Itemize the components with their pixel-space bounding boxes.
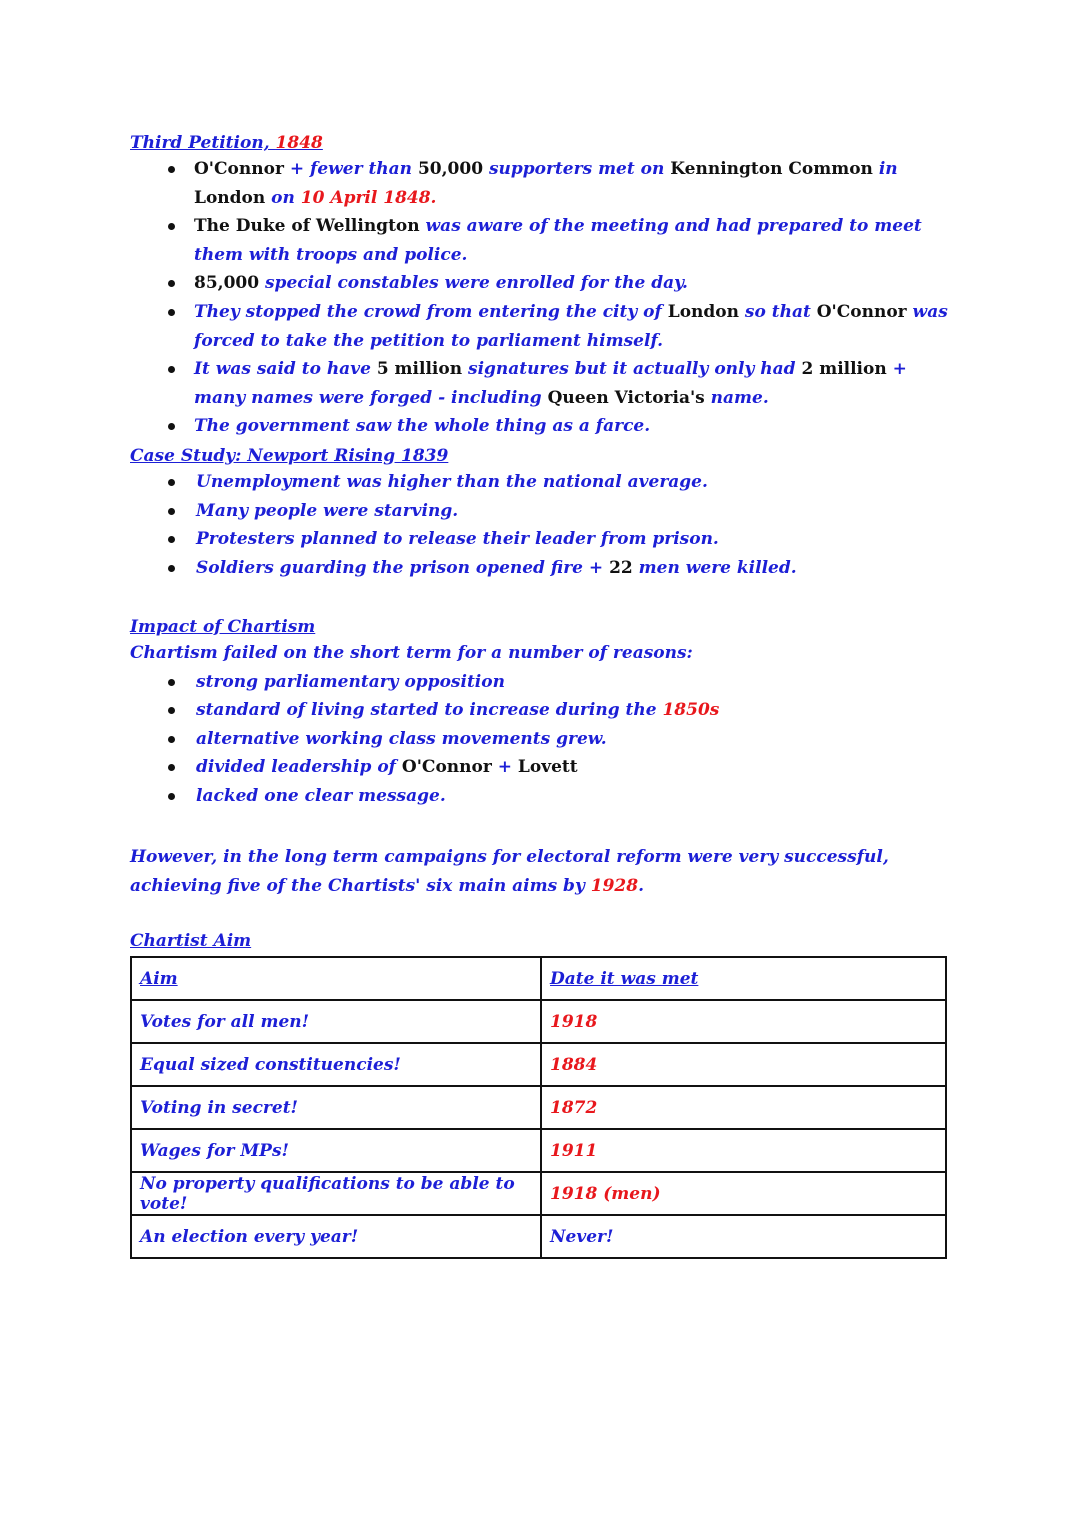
- table-row: [131, 1215, 946, 1258]
- text-run: Lovett: [517, 757, 578, 778]
- text-run: London: [194, 187, 266, 208]
- text-run: 50,000: [417, 159, 484, 179]
- text-run: Queen Victoria's: [547, 387, 705, 408]
- list-item: [130, 497, 960, 526]
- text-run: men were killed.: [632, 557, 797, 578]
- bullet-icon: [168, 479, 175, 486]
- newport-heading: Case Study: Newport Rising 1839: [130, 446, 449, 466]
- text-run: 5 million: [376, 359, 463, 380]
- bullet-icon: [168, 565, 175, 572]
- date-cell: Never!: [541, 1215, 946, 1258]
- bullet-icon: [168, 793, 175, 800]
- chartist-aim-table: [130, 956, 947, 1259]
- chartist-aim-section: [130, 929, 960, 953]
- bullet-icon: [168, 223, 175, 230]
- table-row: [131, 1172, 946, 1215]
- text-run: 22: [609, 557, 633, 578]
- list-item: [130, 753, 960, 782]
- impact-list: [130, 668, 960, 811]
- table-header-row: [131, 957, 946, 1000]
- conclusion-paragraph: However, in the long term campaigns for electoral reform were very successful, achieving five of the Chartists' six main aims by 1928.: [130, 847, 889, 896]
- text-run: 85,000: [194, 273, 260, 294]
- text-run: The Duke of Wellington: [194, 216, 420, 237]
- text-run: Many people were starving.: [196, 500, 459, 521]
- list-item: [130, 269, 960, 298]
- text-run: was forced to take the petition to parliament himself.: [194, 301, 948, 351]
- text-run: O'Connor: [816, 301, 907, 322]
- text-run: The government saw the whole thing as a farce.: [194, 416, 651, 437]
- text-run: 10 April 1848.: [300, 187, 437, 208]
- text-run: +: [491, 757, 518, 778]
- third-petition-list: [130, 155, 960, 441]
- date-cell: 1918 (men): [541, 1172, 946, 1215]
- aim-cell: Voting in secret!: [131, 1086, 541, 1129]
- text-run: +: [886, 359, 907, 380]
- impact-heading: Impact of Chartism: [130, 617, 316, 637]
- date-cell: 1918: [541, 1000, 946, 1043]
- text-run: divided leadership of: [196, 757, 402, 778]
- text-run: so that: [738, 301, 817, 322]
- third-petition-heading: Third Petition, 1848: [130, 133, 323, 153]
- list-item: [130, 412, 960, 441]
- text-run: 2 million: [801, 359, 887, 380]
- aim-cell: Equal sized constituencies!: [131, 1043, 541, 1086]
- text-run: lacked one clear message.: [196, 785, 446, 806]
- bullet-icon: [168, 508, 175, 515]
- list-item: [130, 668, 960, 697]
- bullet-icon: [168, 166, 175, 173]
- third-petition-section: [130, 131, 960, 441]
- list-item: [130, 355, 960, 412]
- date-cell: 1872: [541, 1086, 946, 1129]
- list-item: [130, 155, 960, 212]
- impact-intro: Chartism failed on the short term for a number of reasons:: [130, 643, 693, 663]
- text-run: standard of living started to increase during the: [196, 700, 663, 721]
- text-run: strong parliamentary opposition: [196, 671, 505, 692]
- column-header-aim: Aim: [131, 957, 541, 1000]
- column-header-date: Date it was met: [541, 957, 946, 1000]
- aim-cell: An election every year!: [131, 1215, 541, 1258]
- text-run: They stopped the crowd from entering the city of: [194, 301, 668, 322]
- bullet-icon: [168, 366, 175, 373]
- text-run: was aware of the meeting and had prepared to meet them with troops and police.: [194, 216, 922, 265]
- text-run: special constables were enrolled for the day.: [259, 273, 688, 294]
- list-item: [130, 468, 960, 497]
- bullet-icon: [168, 707, 175, 714]
- text-run: London: [667, 301, 739, 322]
- list-item: [130, 696, 960, 725]
- bullet-icon: [168, 679, 175, 686]
- chartist-aim-heading: Chartist Aim: [130, 931, 252, 951]
- text-run: 1850s: [662, 700, 720, 721]
- text-run: in: [872, 159, 898, 179]
- bullet-icon: [168, 536, 175, 543]
- text-run: name.: [704, 387, 769, 408]
- text-run: Protesters planned to release their leader from prison.: [196, 529, 719, 550]
- aim-cell: Wages for MPs!: [131, 1129, 541, 1172]
- text-run: Kennington Common: [670, 159, 873, 179]
- bullet-icon: [168, 423, 175, 430]
- text-run: +: [583, 557, 610, 578]
- date-cell: 1884: [541, 1043, 946, 1086]
- aim-cell: Votes for all men!: [131, 1000, 541, 1043]
- aim-cell: No property qualifications to be able to vote!: [131, 1172, 541, 1215]
- text-run: fewer than: [310, 159, 418, 179]
- text-run: on: [265, 187, 301, 208]
- text-run: O'Connor: [194, 159, 284, 179]
- table-row: [131, 1000, 946, 1043]
- text-run: Unemployment was higher than the national average.: [196, 472, 708, 492]
- newport-section: [130, 444, 960, 582]
- list-item: [130, 212, 960, 269]
- newport-list: [130, 468, 960, 582]
- bullet-icon: [168, 764, 175, 771]
- table-row: [131, 1086, 946, 1129]
- list-item: [130, 782, 960, 811]
- text-run: signatures but it actually only had: [462, 359, 802, 380]
- bullet-icon: [168, 736, 175, 743]
- text-run: supporters met on: [483, 159, 671, 179]
- date-cell: 1911: [541, 1129, 946, 1172]
- text-run: +: [283, 159, 310, 179]
- text-run: many names were forged - including: [194, 387, 548, 408]
- bullet-icon: [168, 309, 175, 316]
- table-row: [131, 1043, 946, 1086]
- table-row: [131, 1129, 946, 1172]
- list-item: [130, 298, 960, 355]
- list-item: [130, 554, 960, 583]
- impact-section: [130, 615, 960, 811]
- bullet-icon: [168, 280, 175, 287]
- list-item: [130, 725, 960, 754]
- text-run: alternative working class movements grew.: [196, 728, 607, 749]
- text-run: It was said to have: [194, 359, 377, 380]
- text-run: O'Connor: [401, 757, 492, 778]
- text-run: Soldiers guarding the prison opened fire: [196, 557, 583, 578]
- list-item: [130, 525, 960, 554]
